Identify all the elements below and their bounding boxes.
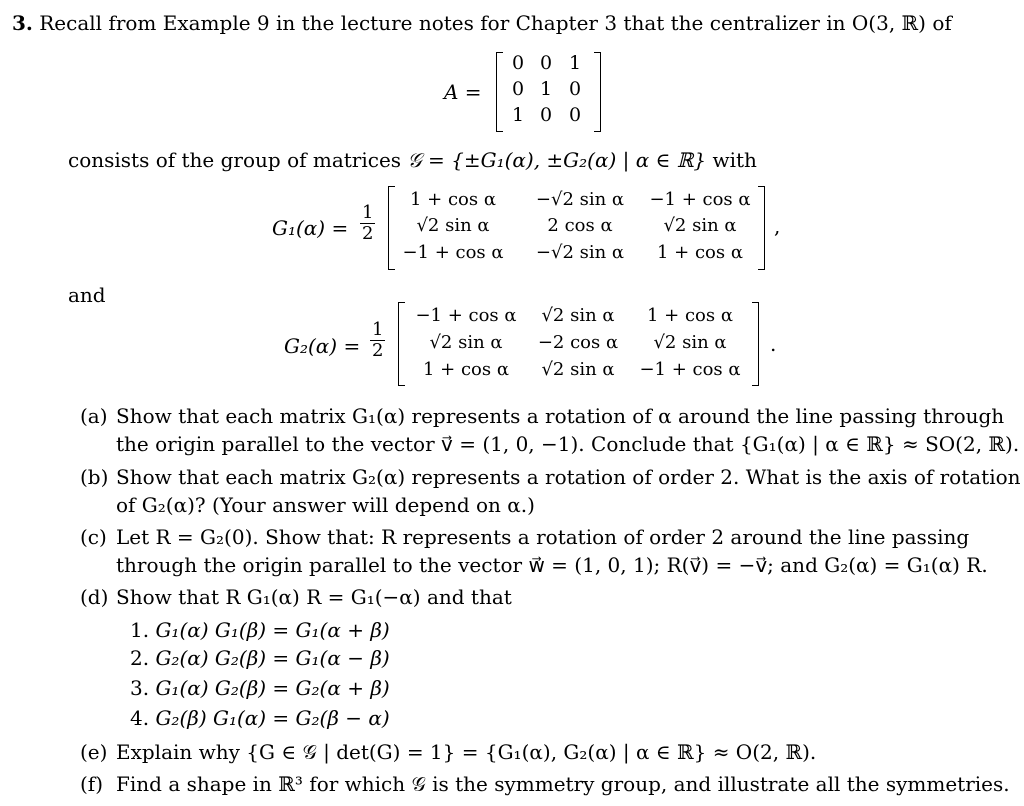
matG2-cell-r1c3: 1 + cos α xyxy=(646,305,733,326)
problem-number: 3. xyxy=(12,11,33,35)
matG1-cell-r3c1: −1 + cos α xyxy=(402,242,504,263)
part-f-line1: Find a shape in ℝ³ for which 𝒢 is the symmetry group, and illustrate all the symmetries. xyxy=(116,772,1010,796)
part-d-label: (d) xyxy=(80,585,109,609)
part-a-line2: the origin parallel to the vector v⃗ = (1, 0, −1). Conclude that {G₁(α) | α ∈ ℝ} ≈ SO(2, ℝ). xyxy=(116,432,1020,456)
matA-cell-r3c1: 1 xyxy=(511,104,525,126)
matA-cell-r1c2: 0 xyxy=(539,52,553,74)
part-b-label: (b) xyxy=(80,465,109,489)
g1-trailing-comma: , xyxy=(774,214,781,238)
matA-cell-r3c2: 0 xyxy=(539,104,553,126)
item-equation: G₂(α) G₂(β) = G₁(α − β) xyxy=(155,646,390,670)
problem-intro: Recall from Example 9 in the lecture notes for Chapter 3 that the centralizer in O(3, ℝ) of xyxy=(39,11,952,35)
group-line-suffix: with xyxy=(712,148,757,172)
g2-trailing-period: . xyxy=(770,332,777,356)
item-number: 3. xyxy=(130,676,150,700)
matA-cell-r1c1: 0 xyxy=(511,52,525,74)
matA-cell-r1c3: 1 xyxy=(568,52,582,74)
group-line-prefix: consists of the group of matrices xyxy=(68,148,402,172)
matrix-a-right-bracket xyxy=(594,52,601,132)
and-text: and xyxy=(68,283,106,307)
half-denominator-2: 2 xyxy=(372,340,384,361)
matG2-cell-r2c1: √2 sin α xyxy=(429,332,503,353)
matA-cell-r2c2: 1 xyxy=(539,78,553,100)
matA-cell-r3c3: 0 xyxy=(568,104,582,126)
g2-half-fraction xyxy=(370,320,385,361)
part-c-line1: Let R = G₂(0). Show that: R represents a rotation of order 2 around the line passing xyxy=(116,525,970,549)
matG1-cell-r3c2: −√2 sin α xyxy=(535,242,625,263)
part-d-line1: Show that R G₁(α) R = G₁(−α) and that xyxy=(116,585,512,609)
matA-cell-r2c3: 0 xyxy=(568,78,582,100)
part-d-item-1 xyxy=(130,618,390,642)
item-equation: G₁(α) G₂(β) = G₂(α + β) xyxy=(155,676,390,700)
matrix-a-left-bracket xyxy=(496,52,503,132)
part-b-line2: of G₂(α)? (Your answer will depend on α.) xyxy=(116,493,535,517)
g2-label: G₂(α) = xyxy=(284,334,361,358)
half-denominator: 2 xyxy=(362,223,374,244)
matG2-cell-r3c2: √2 sin α xyxy=(541,359,615,380)
problem-header xyxy=(12,11,952,35)
g1-label: G₁(α) = xyxy=(272,216,349,240)
matG2-cell-r2c2: −2 cos α xyxy=(537,332,619,353)
item-number: 2. xyxy=(130,646,150,670)
part-e-label: (e) xyxy=(80,740,108,764)
matG2-cell-r1c2: √2 sin α xyxy=(541,305,615,326)
item-number: 4. xyxy=(130,706,150,730)
part-d-item-4 xyxy=(130,706,390,730)
half-numerator: 1 xyxy=(362,202,374,223)
matG2-cell-r1c1: −1 + cos α xyxy=(415,305,517,326)
part-b-line1: Show that each matrix G₂(α) represents a rotation of order 2. What is the axis of rotation xyxy=(116,465,1021,489)
item-number: 1. xyxy=(130,618,150,642)
matG1-cell-r1c3: −1 + cos α xyxy=(649,189,751,210)
part-a-label: (a) xyxy=(80,404,108,428)
matG1-cell-r2c2: 2 cos α xyxy=(547,215,613,236)
matrix-a-label: A = xyxy=(444,80,482,104)
matG2-cell-r3c1: 1 + cos α xyxy=(422,359,509,380)
matG1-cell-r3c3: 1 + cos α xyxy=(656,242,743,263)
item-equation: G₁(α) G₁(β) = G₁(α + β) xyxy=(155,618,390,642)
part-c-label: (c) xyxy=(80,525,107,549)
matA-cell-r2c1: 0 xyxy=(511,78,525,100)
part-f-label: (f) xyxy=(80,772,104,796)
matG1-cell-r2c3: √2 sin α xyxy=(663,215,737,236)
part-d-item-2 xyxy=(130,646,390,670)
matG2-cell-r2c3: √2 sin α xyxy=(653,332,727,353)
matG1-cell-r2c1: √2 sin α xyxy=(416,215,490,236)
group-line xyxy=(68,148,757,172)
matG1-cell-r1c2: −√2 sin α xyxy=(535,189,625,210)
half-numerator-2: 1 xyxy=(372,319,384,340)
part-a-line1: Show that each matrix G₁(α) represents a rotation of α around the line passing through xyxy=(116,404,1005,428)
part-c-line2: through the origin parallel to the vector w⃗ = (1, 0, 1); R(v⃗) = −v⃗; and G₂(α) = G₁(α) R. xyxy=(116,553,988,577)
g1-half-fraction xyxy=(360,203,375,244)
group-definition: 𝒢 = {±G₁(α), ±G₂(α) | α ∈ ℝ} xyxy=(407,148,707,172)
part-e-line1: Explain why {G ∈ 𝒢 | det(G) = 1} = {G₁(α), G₂(α) | α ∈ ℝ} ≈ O(2, ℝ). xyxy=(116,740,817,764)
item-equation: G₂(β) G₁(α) = G₂(β − α) xyxy=(155,706,390,730)
matG2-cell-r3c3: −1 + cos α xyxy=(639,359,741,380)
part-d-item-3 xyxy=(130,676,390,700)
matG1-cell-r1c1: 1 + cos α xyxy=(409,189,496,210)
